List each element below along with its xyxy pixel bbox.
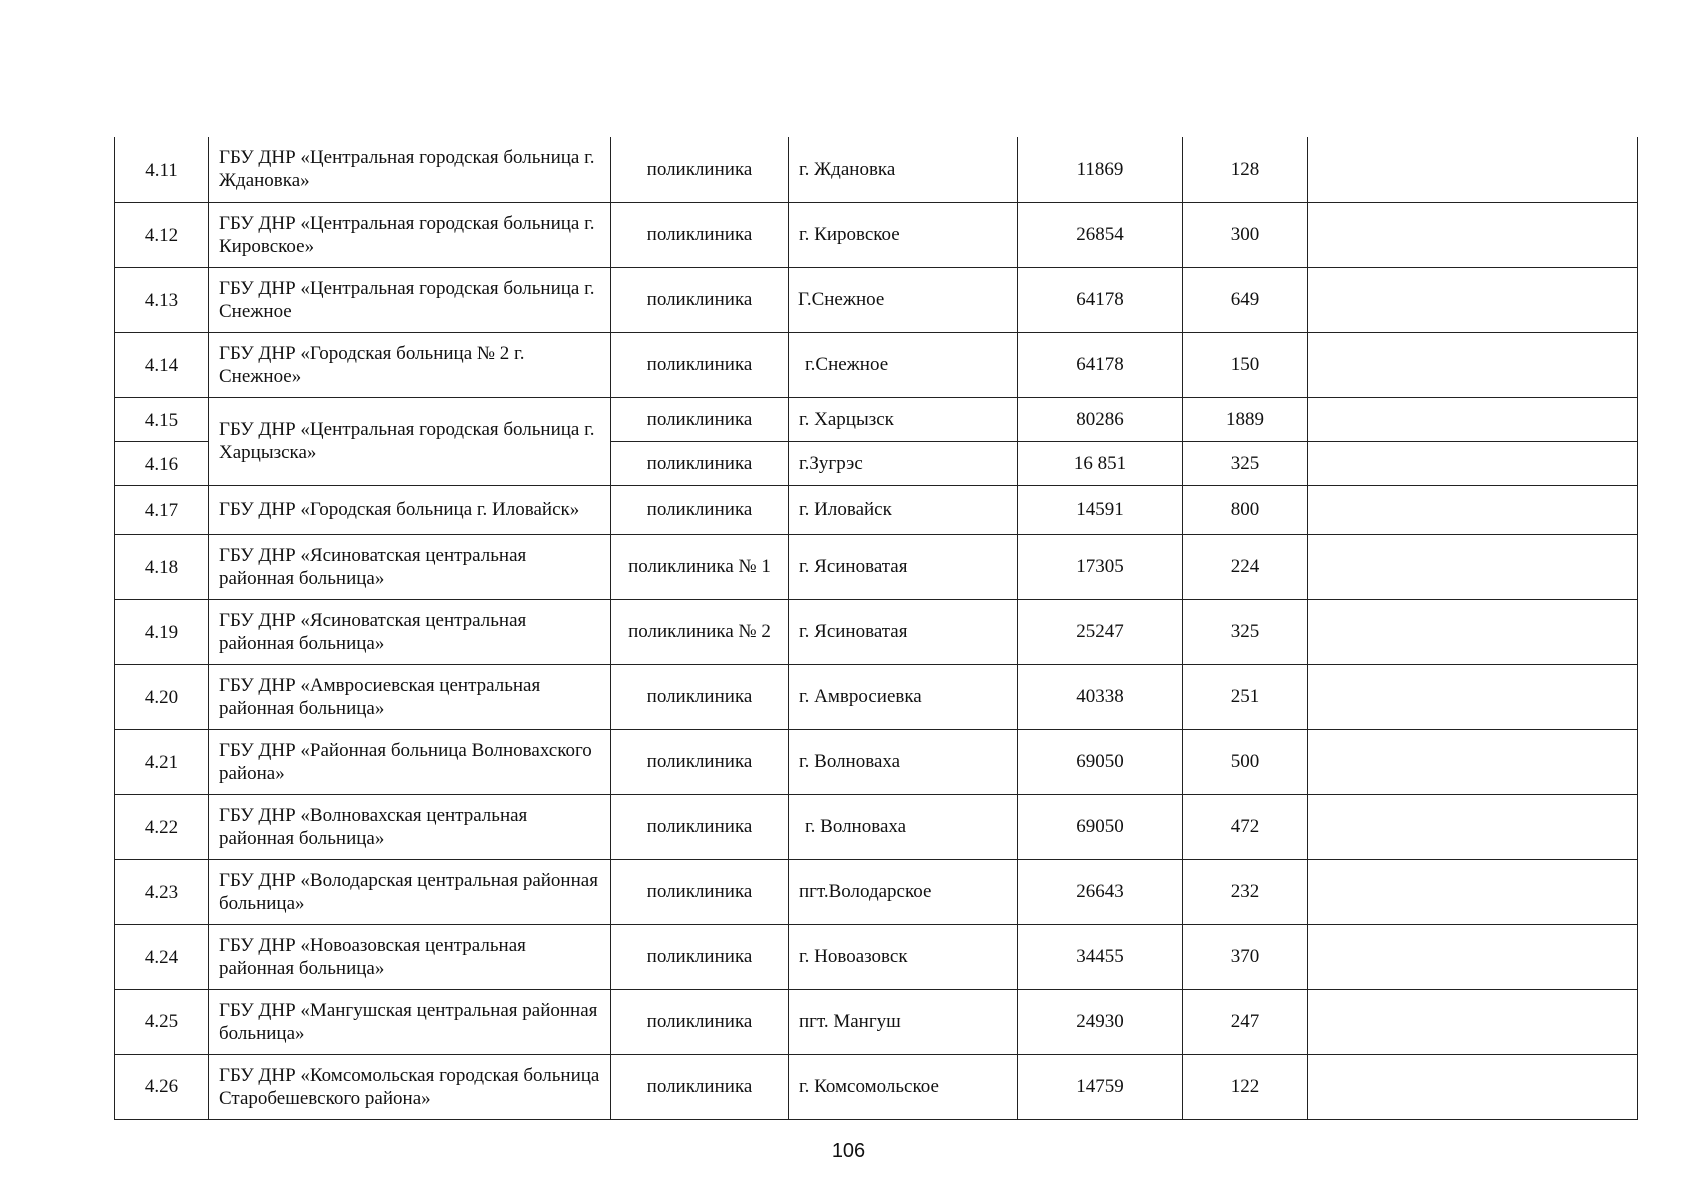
table-row bbox=[115, 989, 1638, 1054]
count-value: 122 bbox=[1183, 1054, 1308, 1119]
locality: г. Новоазовск bbox=[789, 924, 1018, 989]
table-row bbox=[115, 859, 1638, 924]
organization-name: ГБУ ДНР «Комсомольская городская больница Старобешевского района» bbox=[209, 1054, 611, 1119]
row-number: 4.25 bbox=[115, 989, 209, 1054]
population-value: 17305 bbox=[1018, 534, 1183, 599]
row-number: 4.11 bbox=[115, 137, 209, 202]
organization-name: ГБУ ДНР «Районная больница Волновахского района» bbox=[209, 729, 611, 794]
table-row bbox=[115, 267, 1638, 332]
locality: г. Комсомольское bbox=[789, 1054, 1018, 1119]
population-value: 64178 bbox=[1018, 332, 1183, 397]
empty-cell bbox=[1308, 397, 1638, 441]
population-value: 80286 bbox=[1018, 397, 1183, 441]
locality: г. Ясиноватая bbox=[789, 534, 1018, 599]
facility-type: поликлиника bbox=[611, 332, 789, 397]
organization-name: ГБУ ДНР «Городская больница г. Иловайск» bbox=[209, 485, 611, 534]
table-row bbox=[115, 485, 1638, 534]
empty-cell bbox=[1308, 202, 1638, 267]
count-value: 150 bbox=[1183, 332, 1308, 397]
table-row bbox=[115, 534, 1638, 599]
count-value: 500 bbox=[1183, 729, 1308, 794]
row-number: 4.13 bbox=[115, 267, 209, 332]
facility-type: поликлиника bbox=[611, 859, 789, 924]
empty-cell bbox=[1308, 729, 1638, 794]
empty-cell bbox=[1308, 859, 1638, 924]
organization-name: ГБУ ДНР «Центральная городская больница г. Харцызска» bbox=[209, 397, 611, 485]
facility-type: поликлиника bbox=[611, 397, 789, 441]
facilities-table bbox=[114, 137, 1638, 1120]
empty-cell bbox=[1308, 1054, 1638, 1119]
locality: г. Волноваха bbox=[789, 794, 1018, 859]
population-value: 11869 bbox=[1018, 137, 1183, 202]
row-number: 4.14 bbox=[115, 332, 209, 397]
facility-type: поликлиника bbox=[611, 137, 789, 202]
facility-type: поликлиника bbox=[611, 924, 789, 989]
locality: пгт.Володарское bbox=[789, 859, 1018, 924]
locality: г. Ясиноватая bbox=[789, 599, 1018, 664]
empty-cell bbox=[1308, 332, 1638, 397]
facility-type: поликлиника № 1 bbox=[611, 534, 789, 599]
facility-type: поликлиника bbox=[611, 485, 789, 534]
row-number: 4.21 bbox=[115, 729, 209, 794]
locality: г. Волноваха bbox=[789, 729, 1018, 794]
count-value: 247 bbox=[1183, 989, 1308, 1054]
locality: Г.Снежное bbox=[789, 267, 1018, 332]
empty-cell bbox=[1308, 924, 1638, 989]
facility-type: поликлиника bbox=[611, 202, 789, 267]
locality: г. Харцызск bbox=[789, 397, 1018, 441]
population-value: 24930 bbox=[1018, 989, 1183, 1054]
empty-cell bbox=[1308, 137, 1638, 202]
row-number: 4.12 bbox=[115, 202, 209, 267]
table-row bbox=[115, 332, 1638, 397]
row-number: 4.17 bbox=[115, 485, 209, 534]
organization-name: ГБУ ДНР «Центральная городская больница г. Снежное bbox=[209, 267, 611, 332]
locality: г.Снежное bbox=[789, 332, 1018, 397]
population-value: 26643 bbox=[1018, 859, 1183, 924]
organization-name: ГБУ ДНР «Новоазовская центральная районная больница» bbox=[209, 924, 611, 989]
page-number: 106 bbox=[831, 1140, 866, 1162]
row-number: 4.15 bbox=[115, 397, 209, 441]
organization-name: ГБУ ДНР «Ясиноватская центральная районная больница» bbox=[209, 599, 611, 664]
row-number: 4.20 bbox=[115, 664, 209, 729]
count-value: 300 bbox=[1183, 202, 1308, 267]
empty-cell bbox=[1308, 794, 1638, 859]
facility-type: поликлиника bbox=[611, 664, 789, 729]
facility-type: поликлиника bbox=[611, 441, 789, 485]
row-number: 4.22 bbox=[115, 794, 209, 859]
population-value: 14759 bbox=[1018, 1054, 1183, 1119]
count-value: 128 bbox=[1183, 137, 1308, 202]
empty-cell bbox=[1308, 534, 1638, 599]
population-value: 69050 bbox=[1018, 794, 1183, 859]
count-value: 1889 bbox=[1183, 397, 1308, 441]
table-row bbox=[115, 202, 1638, 267]
organization-name: ГБУ ДНР «Мангушская центральная районная больница» bbox=[209, 989, 611, 1054]
locality: г. Ждановка bbox=[789, 137, 1018, 202]
population-value: 69050 bbox=[1018, 729, 1183, 794]
count-value: 649 bbox=[1183, 267, 1308, 332]
facility-type: поликлиника bbox=[611, 729, 789, 794]
facility-type: поликлиника bbox=[611, 989, 789, 1054]
population-value: 26854 bbox=[1018, 202, 1183, 267]
population-value: 25247 bbox=[1018, 599, 1183, 664]
count-value: 472 bbox=[1183, 794, 1308, 859]
empty-cell bbox=[1308, 989, 1638, 1054]
population-value: 34455 bbox=[1018, 924, 1183, 989]
table-row bbox=[115, 664, 1638, 729]
row-number: 4.24 bbox=[115, 924, 209, 989]
row-number: 4.18 bbox=[115, 534, 209, 599]
locality: г. Амвросиевка bbox=[789, 664, 1018, 729]
facility-type: поликлиника bbox=[611, 1054, 789, 1119]
row-number: 4.23 bbox=[115, 859, 209, 924]
population-value: 14591 bbox=[1018, 485, 1183, 534]
count-value: 251 bbox=[1183, 664, 1308, 729]
organization-name: ГБУ ДНР «Володарская центральная районная больница» bbox=[209, 859, 611, 924]
locality: г. Иловайск bbox=[789, 485, 1018, 534]
locality: г. Кировское bbox=[789, 202, 1018, 267]
empty-cell bbox=[1308, 267, 1638, 332]
organization-name: ГБУ ДНР «Центральная городская больница г. Ждановка» bbox=[209, 137, 611, 202]
organization-name: ГБУ ДНР «Ясиноватская центральная районная больница» bbox=[209, 534, 611, 599]
population-value: 64178 bbox=[1018, 267, 1183, 332]
organization-name: ГБУ ДНР «Волновахская центральная районная больница» bbox=[209, 794, 611, 859]
locality: г.Зугрэс bbox=[789, 441, 1018, 485]
empty-cell bbox=[1308, 485, 1638, 534]
table-row bbox=[115, 1054, 1638, 1119]
table-row bbox=[115, 794, 1638, 859]
facility-type: поликлиника bbox=[611, 267, 789, 332]
row-number: 4.26 bbox=[115, 1054, 209, 1119]
population-value: 40338 bbox=[1018, 664, 1183, 729]
count-value: 232 bbox=[1183, 859, 1308, 924]
organization-name: ГБУ ДНР «Центральная городская больница г. Кировское» bbox=[209, 202, 611, 267]
count-value: 325 bbox=[1183, 599, 1308, 664]
count-value: 325 bbox=[1183, 441, 1308, 485]
facility-type: поликлиника № 2 bbox=[611, 599, 789, 664]
row-number: 4.16 bbox=[115, 441, 209, 485]
empty-cell bbox=[1308, 599, 1638, 664]
count-value: 224 bbox=[1183, 534, 1308, 599]
locality: пгт. Мангуш bbox=[789, 989, 1018, 1054]
facility-type: поликлиника bbox=[611, 794, 789, 859]
organization-name: ГБУ ДНР «Городская больница № 2 г. Снежное» bbox=[209, 332, 611, 397]
table-row bbox=[115, 397, 1638, 441]
organization-name: ГБУ ДНР «Амвросиевская центральная районная больница» bbox=[209, 664, 611, 729]
row-number: 4.19 bbox=[115, 599, 209, 664]
empty-cell bbox=[1308, 441, 1638, 485]
count-value: 370 bbox=[1183, 924, 1308, 989]
table-row bbox=[115, 924, 1638, 989]
population-value: 16 851 bbox=[1018, 441, 1183, 485]
table-row bbox=[115, 599, 1638, 664]
table-row bbox=[115, 137, 1638, 202]
count-value: 800 bbox=[1183, 485, 1308, 534]
empty-cell bbox=[1308, 664, 1638, 729]
table-row bbox=[115, 729, 1638, 794]
